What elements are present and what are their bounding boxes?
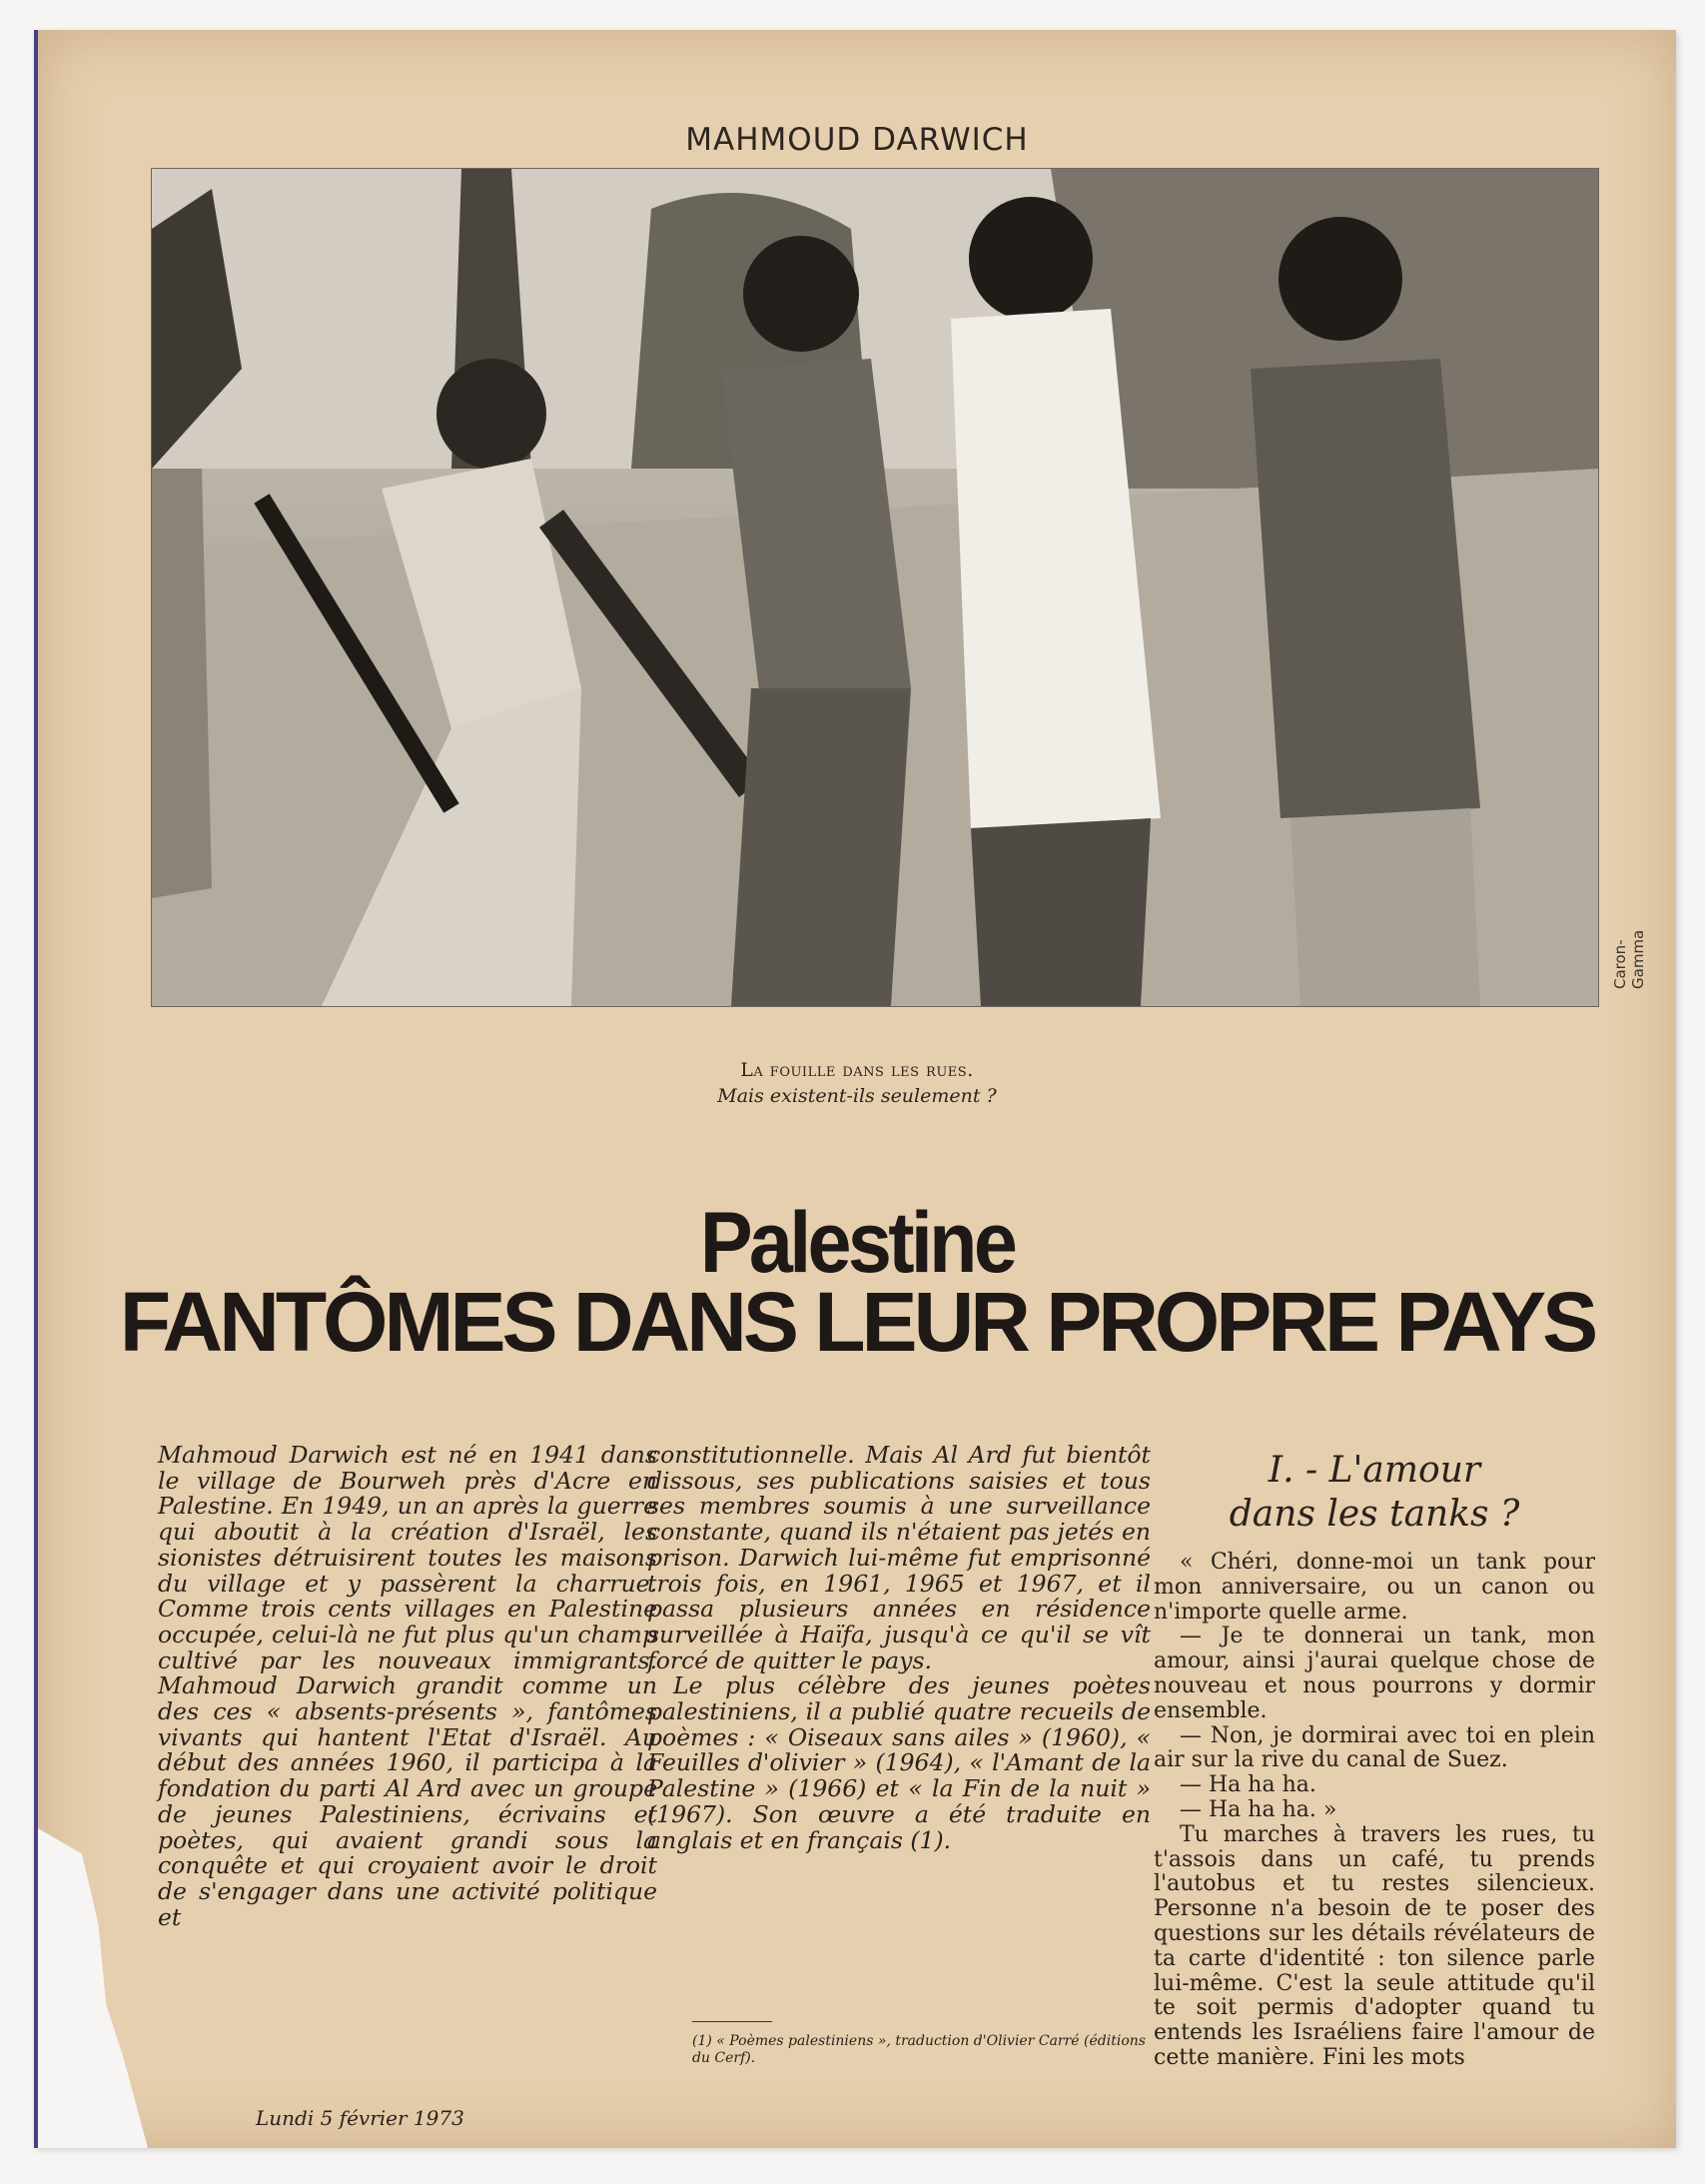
intro-paragraph: Le plus célèbre des jeunes poètes palestiniens, il a publié quatre recueils de poèmes : « Oiseaux sans ailes » (1960), « Feuilles d'olivier » (1964), « l'Amant de la Palestine » (1966) et « la Fin de la nuit » (1967). Son œuvre a été traduite en anglais et en français (1). (647, 1671, 1151, 1854)
body-paragraph: — Je te donnerai un tank, mon amour, ainsi j'aurai quelque chose de nouveau et nous pourrons y dormir ensemble. (1154, 1624, 1595, 1723)
running-head: MAHMOUD DARWICH (685, 122, 1029, 158)
intro-paragraph: Mahmoud Darwich est né en 1941 dans le village de Bourweh près d'Acre en Palestine. En 1949, un an après la guerre qui aboutit à la création d'Israël, les sionistes détruisirent toutes les maisons du village et y passèrent la charrue. Comme trois cents villages en Palestine occupée, celui-là ne fut plus qu'un champ cultivé par les nouveaux immigrants. Mahmoud Darwich grandit comme un des ces « absents-présents », fantômes vivants qui hantent l'Etat d'Israël. Au début des années 1960, il participa à la fondation du parti Al Ard avec un groupe de jeunes Palestiniens, écrivains et poètes, qui avaient grandi sous la conquête et qui croyaient avoir le droit de s'engager dans une activité politique et (158, 1441, 657, 1931)
street-search-photo (151, 168, 1599, 1007)
body-paragraph: « Chéri, donne-moi un tank pour mon anniversaire, ou un canon ou n'importe quelle arme. (1154, 1550, 1595, 1625)
body-paragraph: — Non, je dormirai avec toi en plein air sur la rive du canal de Suez. (1154, 1722, 1595, 1773)
caption-line-1: La fouille dans les rues. (740, 1059, 974, 1081)
footnote: (1) « Poèmes palestiniens », traduction d'Olivier Carré (éditions du Cerf). (692, 2033, 1146, 2066)
photo-illustration (152, 169, 1598, 1006)
issue-date: Lundi 5 février 1973 (256, 2106, 464, 2130)
photo-caption (38, 1057, 1676, 1109)
section-title (1154, 1449, 1595, 1537)
intro-column-1 (158, 1443, 657, 1930)
photo-credit: Caron-Gamma (1611, 929, 1647, 989)
body-paragraph: — Ha ha ha. (1180, 1772, 1316, 1798)
headline-main: FANTÔMES DANS LEUR PROPRE PAYS (119, 1275, 1595, 1369)
footnote-rule (692, 2021, 772, 2022)
torn-corner (38, 1828, 148, 2148)
intro-paragraph: constitutionnelle. Mais Al Ard fut bientôt dissous, ses publications saisies et tous ses membres soumis à une surveillance constante, quand ils n'étaient pas jetés en prison. Darwich lui-même fut emprisonné trois fois, en 1961, 1965 et 1967, et il passa plusieurs années en résidence surveillée à Haïfa, jusqu'à ce qu'il se vît forcé de quitter le pays. (647, 1441, 1151, 1674)
magazine-page (34, 30, 1676, 2148)
body-paragraph: Tu marches à travers les rues, tu t'assois dans un café, tu prends l'autobus et tu restes silencieux. Personne n'a besoin de te poser des questions sur les détails révélateurs de ta carte d'identité : ton silence parle lui-même. C'est la seule attitude qu'il te soit permis d'adopter quand tu entends les Israéliens faire l'amour de cette manière. Fini les mots (1154, 1821, 1595, 2070)
intro-column-2 (647, 1443, 1151, 1853)
section-title-line-1: I. - L'amour (1268, 1450, 1481, 1491)
article-column-3 (1154, 1443, 1595, 2071)
section-title-line-2: dans les tanks ? (1229, 1494, 1520, 1535)
caption-line-2: Mais existent-ils seulement ? (717, 1085, 997, 1107)
body-paragraph: — Ha ha ha. » (1180, 1796, 1337, 1822)
headline-kicker: Palestine (699, 1195, 1015, 1291)
